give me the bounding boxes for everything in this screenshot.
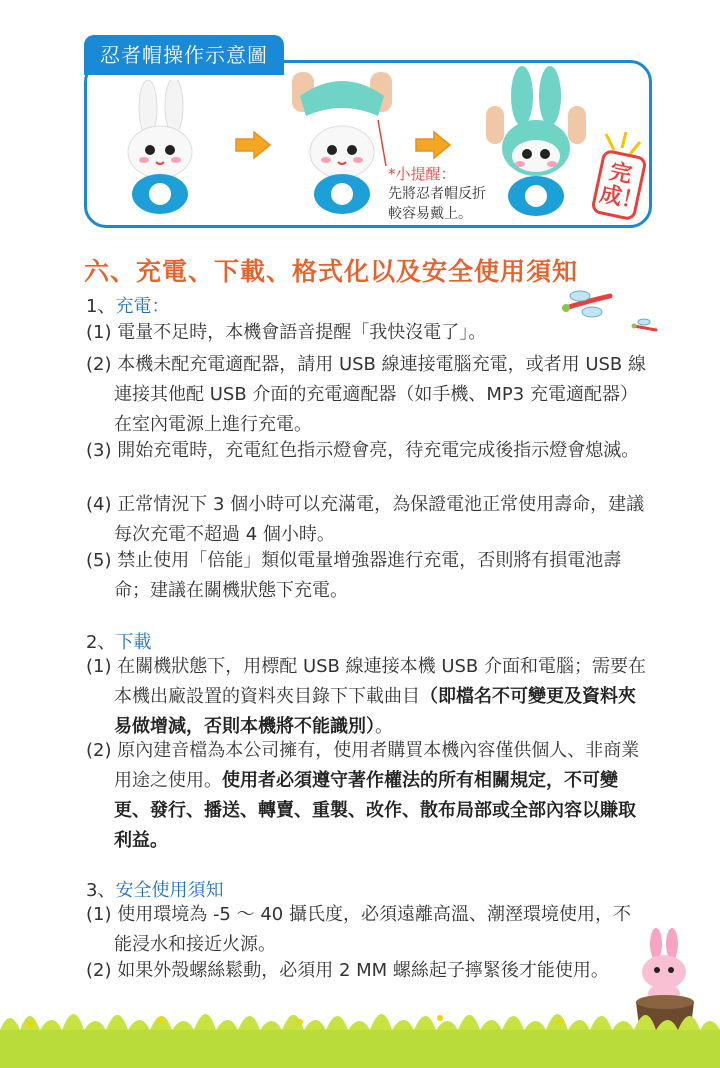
bunny-with-ninja-hat-illustration (486, 66, 586, 218)
done-label: 完成！ (597, 159, 646, 216)
safety-item-1: (1) 使用環境為 -5 ～ 40 攝氏度，必須遠離高溫、潮溼環境使用，不能浸水和接近火源。 (86, 904, 631, 955)
download-item-1-text: (1) 在關機狀態下，用標配 USB 線連接本機 USB 介面和電腦；需要在本機出廠設置的資料夾目錄下下載曲目 (86, 656, 647, 707)
charge-item-1: (1) 電量不足時，本機會語音提醒「我快沒電了」。 (86, 322, 487, 343)
panel-title: 忍者帽操作示意圖 (84, 35, 284, 75)
safety-heading (86, 876, 223, 902)
download-item-1 (86, 652, 646, 742)
download-item-2-bold: 使用者必須遵守著作權法的所有相關規定，不可變更、發行、播送、轉賣、重製、改作、散布局部或全部內容以賺取利益。 (114, 770, 636, 851)
download-item-1-bold: （即檔名不可變更及資料夾易做增減，否則本機將不能識別） (114, 686, 636, 737)
charge-item-2: (2) 本機未配充電適配器，請用 USB 線連接電腦充電，或者用 USB 線連接其他配 USB 介面的充電適配器（如手機、MP3 充電適配器）在室內電源上進行充電。 (86, 354, 647, 435)
download-item-2 (86, 736, 646, 856)
safety-item-2: (2) 如果外殼螺絲鬆動，必須用 2 MM 螺絲起子擰緊後才能使用。 (86, 960, 609, 981)
arrow-right-icon (414, 130, 452, 160)
charge-item-5: (5) 禁止使用「倍能」類似電量增強器進行充電，否則將有損電池壽命；建議在關機狀態下充電。 (86, 550, 622, 601)
safety-number: 3、 (86, 880, 116, 901)
bunny-hands-fold-hat-illustration (286, 66, 398, 218)
download-number: 2、 (86, 632, 116, 653)
charge-item-3: (3) 開始充電時，充電紅色指示燈會亮，待充電完成後指示燈會熄滅。 (86, 440, 640, 461)
bunny-white-ears-illustration (118, 80, 202, 218)
charge-heading (86, 292, 169, 318)
tip-line-2: 較容易戴上。 (388, 206, 472, 222)
charge-item-4: (4) 正常情況下 3 個小時可以充滿電，為保證電池正常使用壽命，建議每次充電不超過 4 個小時。 (86, 494, 645, 545)
charge-label: 充電： (115, 296, 170, 317)
safety-label: 安全使用須知 (115, 880, 224, 901)
download-label: 下載 (115, 632, 152, 653)
tip-line-1: 先將忍者帽反折 (388, 186, 486, 202)
tip-title: *小提醒： (388, 165, 456, 183)
arrow-right-icon (234, 130, 272, 160)
charge-number: 1、 (86, 296, 116, 317)
download-item-2-text: (2) 原內建音檔為本公司擁有，使用者購買本機內容僅供個人、非商業用途之使用。 (86, 740, 640, 791)
grass-ground-decoration (0, 996, 720, 1068)
section-title: 六、充電、下載、格式化以及安全使用須知 (84, 257, 579, 286)
done-stamp (592, 132, 646, 224)
download-item-1-end: 。 (375, 716, 393, 737)
download-heading (86, 628, 151, 654)
dragonfly-icon (560, 288, 616, 322)
